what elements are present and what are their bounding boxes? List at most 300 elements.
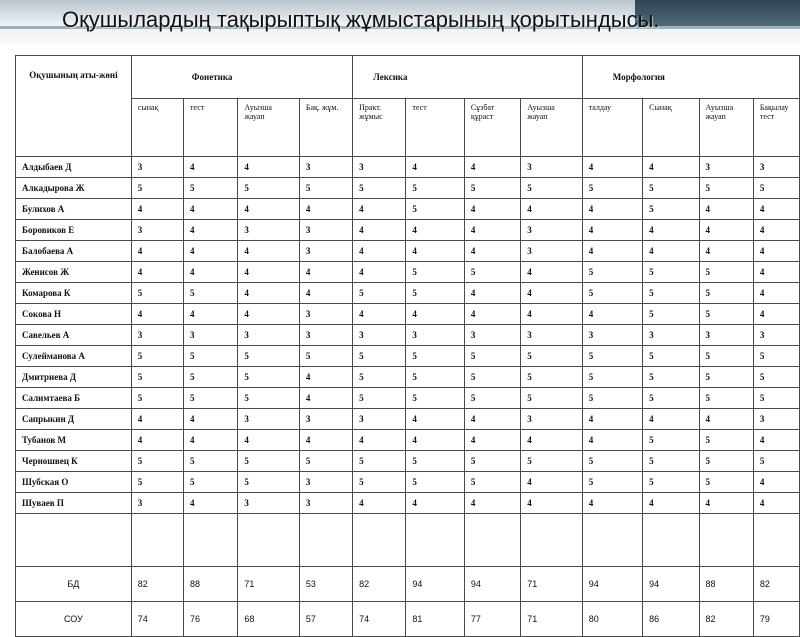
grade-cell: 4 [299, 199, 352, 220]
grade-cell: 4 [464, 493, 520, 514]
grade-cell: 4 [464, 220, 520, 241]
grade-cell: 5 [131, 346, 183, 367]
grade-cell: 5 [464, 346, 520, 367]
grade-cell: 5 [353, 283, 406, 304]
summary-cell: 79 [753, 602, 799, 637]
grade-cell: 5 [699, 388, 753, 409]
grade-cell: 5 [184, 472, 238, 493]
grade-cell: 5 [643, 262, 699, 283]
grade-cell: 4 [582, 409, 642, 430]
grade-cell: 4 [184, 220, 238, 241]
summary-cell: 53 [299, 567, 352, 602]
student-row [16, 346, 800, 367]
student-name: Шуваев П [16, 493, 132, 514]
grade-cell: 5 [464, 262, 520, 283]
grades-table [15, 55, 800, 637]
grade-cell: 5 [643, 367, 699, 388]
empty-cell [753, 514, 799, 567]
student-row [16, 157, 800, 178]
grade-cell: 4 [699, 409, 753, 430]
grade-cell: 5 [238, 451, 299, 472]
grade-cell: 5 [406, 262, 464, 283]
grade-cell: 5 [299, 346, 352, 367]
group-header-row [16, 56, 800, 99]
grade-cell: 5 [582, 472, 642, 493]
student-name: Алдыбаев Д [16, 157, 132, 178]
grade-cell: 3 [521, 409, 583, 430]
group-header-2: Морфология [582, 56, 799, 99]
subject-header: тест [184, 99, 238, 157]
grade-cell: 5 [699, 346, 753, 367]
grade-cell: 5 [643, 304, 699, 325]
subject-header: талдау [582, 99, 642, 157]
grade-cell: 3 [184, 325, 238, 346]
subject-header: Бақ. жұм. [299, 99, 352, 157]
student-name: Булихов А [16, 199, 132, 220]
grade-cell: 4 [753, 472, 799, 493]
student-row [16, 430, 800, 451]
grade-cell: 3 [299, 409, 352, 430]
grade-cell: 4 [464, 157, 520, 178]
grade-cell: 5 [753, 367, 799, 388]
subject-header: Практ. жұмыс [353, 99, 406, 157]
grade-cell: 5 [353, 367, 406, 388]
empty-cell [464, 514, 520, 567]
grade-cell: 4 [131, 430, 183, 451]
spacer-row [16, 514, 800, 567]
grade-cell: 3 [299, 304, 352, 325]
grade-cell: 4 [582, 241, 642, 262]
grade-cell: 4 [699, 199, 753, 220]
grade-cell: 4 [238, 199, 299, 220]
empty-cell [582, 514, 642, 567]
grade-cell: 5 [753, 346, 799, 367]
student-row [16, 451, 800, 472]
grade-cell: 4 [353, 199, 406, 220]
grade-cell: 5 [131, 388, 183, 409]
empty-cell [131, 514, 183, 567]
grade-cell: 5 [299, 451, 352, 472]
summary-cell: 82 [699, 602, 753, 637]
empty-cell [299, 514, 352, 567]
grade-cell: 5 [643, 451, 699, 472]
student-name: Сулейманова А [16, 346, 132, 367]
grade-cell: 5 [464, 178, 520, 199]
grade-cell: 4 [582, 493, 642, 514]
grade-cell: 4 [238, 304, 299, 325]
grade-cell: 4 [582, 199, 642, 220]
subject-header: Бақылау тест [753, 99, 799, 157]
summary-cell: 71 [521, 602, 583, 637]
student-name: Савельев А [16, 325, 132, 346]
grade-cell: 3 [753, 325, 799, 346]
grade-cell: 4 [521, 430, 583, 451]
grade-cell: 4 [353, 220, 406, 241]
grade-cell: 3 [521, 220, 583, 241]
grade-cell: 4 [753, 493, 799, 514]
subject-header-row [16, 99, 800, 157]
grade-cell: 3 [131, 325, 183, 346]
grade-cell: 5 [699, 304, 753, 325]
grade-cell: 5 [353, 388, 406, 409]
summary-cell: 68 [238, 602, 299, 637]
grade-cell: 5 [582, 262, 642, 283]
grade-cell: 5 [582, 388, 642, 409]
grade-cell: 4 [353, 262, 406, 283]
student-row [16, 388, 800, 409]
grade-cell: 4 [521, 283, 583, 304]
grade-cell: 4 [582, 157, 642, 178]
grade-cell: 5 [699, 367, 753, 388]
student-row [16, 199, 800, 220]
group-header-1: Лексика [353, 56, 583, 99]
grade-cell: 4 [643, 220, 699, 241]
summary-cell: 94 [406, 567, 464, 602]
grade-cell: 4 [299, 283, 352, 304]
grade-cell: 4 [184, 199, 238, 220]
grade-cell: 5 [699, 178, 753, 199]
grade-cell: 4 [131, 409, 183, 430]
grade-cell: 5 [699, 430, 753, 451]
student-row [16, 409, 800, 430]
student-row [16, 241, 800, 262]
grade-cell: 5 [406, 388, 464, 409]
grade-cell: 4 [353, 430, 406, 451]
name-column-header: Оқушының аты-жөні [16, 56, 132, 157]
grade-cell: 4 [521, 493, 583, 514]
grade-cell: 5 [353, 178, 406, 199]
grade-cell: 4 [131, 241, 183, 262]
grade-cell: 4 [184, 241, 238, 262]
grade-cell: 4 [699, 220, 753, 241]
summary-cell: 88 [699, 567, 753, 602]
empty-cell [406, 514, 464, 567]
grade-cell: 3 [238, 493, 299, 514]
grade-cell: 4 [753, 304, 799, 325]
grade-cell: 4 [184, 262, 238, 283]
grade-cell: 4 [582, 304, 642, 325]
grade-cell: 3 [521, 325, 583, 346]
grade-cell: 5 [521, 178, 583, 199]
grade-cell: 5 [582, 451, 642, 472]
grade-cell: 5 [184, 367, 238, 388]
grade-cell: 4 [699, 493, 753, 514]
grade-cell: 5 [184, 178, 238, 199]
grade-cell: 5 [184, 451, 238, 472]
grade-cell: 5 [238, 178, 299, 199]
grade-cell: 4 [699, 241, 753, 262]
grade-cell: 4 [643, 241, 699, 262]
grade-cell: 5 [406, 367, 464, 388]
summary-cell: 88 [184, 567, 238, 602]
grade-cell: 5 [238, 367, 299, 388]
summary-cell: 82 [131, 567, 183, 602]
summary-row [16, 602, 800, 637]
grade-cell: 4 [238, 430, 299, 451]
grade-cell: 3 [353, 325, 406, 346]
student-row [16, 178, 800, 199]
student-row [16, 472, 800, 493]
grade-cell: 4 [753, 241, 799, 262]
grade-cell: 3 [238, 220, 299, 241]
grade-cell: 5 [753, 178, 799, 199]
subject-header: Сұзбат құраст [464, 99, 520, 157]
grade-cell: 3 [299, 325, 352, 346]
student-name: Алкадырова Ж [16, 178, 132, 199]
grade-cell: 3 [131, 157, 183, 178]
grade-cell: 3 [699, 325, 753, 346]
subject-header: сынақ [131, 99, 183, 157]
grade-cell: 5 [643, 472, 699, 493]
student-row [16, 325, 800, 346]
grade-cell: 4 [582, 430, 642, 451]
grade-cell: 5 [131, 283, 183, 304]
grade-cell: 5 [184, 346, 238, 367]
grade-cell: 3 [299, 472, 352, 493]
empty-cell [521, 514, 583, 567]
grade-cell: 5 [521, 388, 583, 409]
summary-cell: 80 [582, 602, 642, 637]
grade-cell: 4 [238, 262, 299, 283]
student-row [16, 283, 800, 304]
grade-cell: 3 [464, 325, 520, 346]
subject-header: Ауызша жауап [699, 99, 753, 157]
empty-cell [238, 514, 299, 567]
grade-cell: 4 [184, 304, 238, 325]
grade-cell: 4 [131, 262, 183, 283]
grade-cell: 5 [582, 367, 642, 388]
grade-cell: 5 [643, 388, 699, 409]
grade-cell: 4 [406, 241, 464, 262]
grade-cell: 5 [521, 367, 583, 388]
grade-cell: 4 [753, 220, 799, 241]
grade-cell: 5 [184, 283, 238, 304]
summary-cell: 77 [464, 602, 520, 637]
grade-cell: 5 [582, 283, 642, 304]
grade-cell: 4 [464, 430, 520, 451]
student-row [16, 367, 800, 388]
grade-cell: 4 [464, 409, 520, 430]
grade-cell: 4 [464, 304, 520, 325]
grade-cell: 4 [353, 304, 406, 325]
grade-cell: 5 [464, 451, 520, 472]
grade-cell: 5 [643, 178, 699, 199]
grade-cell: 4 [521, 199, 583, 220]
grade-cell: 3 [353, 409, 406, 430]
grade-cell: 3 [521, 157, 583, 178]
grade-cell: 3 [699, 157, 753, 178]
grade-cell: 5 [464, 388, 520, 409]
summary-cell: 94 [582, 567, 642, 602]
student-name: Шубская О [16, 472, 132, 493]
grade-cell: 5 [406, 283, 464, 304]
subject-header: Ауызша жауап [521, 99, 583, 157]
student-name: Боровиков Е [16, 220, 132, 241]
grade-cell: 4 [238, 157, 299, 178]
grade-cell: 4 [299, 262, 352, 283]
grade-cell: 5 [582, 178, 642, 199]
grade-cell: 5 [643, 346, 699, 367]
grade-cell: 4 [406, 304, 464, 325]
summary-cell: 76 [184, 602, 238, 637]
grade-cell: 5 [699, 262, 753, 283]
grade-cell: 5 [643, 199, 699, 220]
student-name: Тубанов М [16, 430, 132, 451]
student-row [16, 262, 800, 283]
grade-cell: 3 [131, 493, 183, 514]
summary-cell: 71 [238, 567, 299, 602]
grade-cell: 4 [131, 304, 183, 325]
grade-cell: 5 [406, 451, 464, 472]
grade-cell: 5 [699, 451, 753, 472]
grade-cell: 4 [406, 157, 464, 178]
grade-cell: 4 [238, 283, 299, 304]
grade-cell: 4 [643, 493, 699, 514]
grade-cell: 5 [131, 451, 183, 472]
subject-header: тест [406, 99, 464, 157]
summary-label: СОУ [16, 602, 132, 637]
page-title: Оқушылардың тақырыптық жұмыстарының қорытындысы. [62, 7, 660, 32]
grade-cell: 5 [353, 472, 406, 493]
grade-cell: 4 [184, 157, 238, 178]
grade-cell: 3 [521, 241, 583, 262]
grade-cell: 3 [582, 325, 642, 346]
grade-cell: 3 [406, 325, 464, 346]
grade-cell: 5 [406, 472, 464, 493]
grade-cell: 5 [406, 199, 464, 220]
grade-cell: 4 [753, 283, 799, 304]
grade-cell: 4 [299, 367, 352, 388]
grade-cell: 4 [353, 493, 406, 514]
summary-cell: 74 [131, 602, 183, 637]
grade-cell: 5 [699, 472, 753, 493]
grade-cell: 5 [643, 430, 699, 451]
grade-cell: 3 [753, 157, 799, 178]
student-row [16, 304, 800, 325]
grade-cell: 4 [406, 430, 464, 451]
grade-cell: 3 [238, 409, 299, 430]
empty-cell [353, 514, 406, 567]
summary-cell: 71 [521, 567, 583, 602]
grade-cell: 4 [184, 409, 238, 430]
student-row [16, 493, 800, 514]
student-name: Черношвец К [16, 451, 132, 472]
grade-cell: 5 [299, 178, 352, 199]
summary-cell: 94 [643, 567, 699, 602]
grade-cell: 4 [753, 262, 799, 283]
empty-cell [643, 514, 699, 567]
grade-cell: 4 [753, 430, 799, 451]
grade-cell: 4 [238, 241, 299, 262]
grade-cell: 5 [131, 472, 183, 493]
grade-cell: 5 [699, 283, 753, 304]
summary-label: БД [16, 567, 132, 602]
grade-cell: 5 [406, 178, 464, 199]
summary-row [16, 567, 800, 602]
grade-cell: 5 [353, 346, 406, 367]
grade-cell: 5 [131, 178, 183, 199]
student-name: Сокова Н [16, 304, 132, 325]
grade-cell: 4 [464, 283, 520, 304]
grade-cell: 4 [184, 493, 238, 514]
summary-cell: 94 [464, 567, 520, 602]
student-row [16, 220, 800, 241]
grade-cell: 3 [299, 493, 352, 514]
student-name: Дмитриева Д [16, 367, 132, 388]
grade-cell: 4 [406, 493, 464, 514]
empty-cell [699, 514, 753, 567]
empty-cell [184, 514, 238, 567]
grade-cell: 3 [353, 157, 406, 178]
grade-cell: 4 [643, 157, 699, 178]
grade-cell: 5 [521, 451, 583, 472]
grade-cell: 5 [238, 472, 299, 493]
grade-cell: 4 [353, 241, 406, 262]
summary-cell: 82 [353, 567, 406, 602]
grade-cell: 5 [464, 472, 520, 493]
student-name: Балобаева А [16, 241, 132, 262]
grade-cell: 4 [582, 220, 642, 241]
grade-cell: 4 [131, 199, 183, 220]
student-name: Женисов Ж [16, 262, 132, 283]
grade-cell: 4 [464, 241, 520, 262]
grade-cell: 4 [464, 199, 520, 220]
grade-cell: 5 [353, 451, 406, 472]
grade-cell: 3 [131, 220, 183, 241]
group-header-0: Фонетика [131, 56, 352, 99]
grade-cell: 3 [299, 157, 352, 178]
grade-cell: 4 [521, 262, 583, 283]
grade-cell: 4 [299, 430, 352, 451]
summary-cell: 81 [406, 602, 464, 637]
summary-cell: 86 [643, 602, 699, 637]
grade-cell: 4 [521, 472, 583, 493]
grade-cell: 5 [643, 283, 699, 304]
student-name: Салимтаева Б [16, 388, 132, 409]
grade-cell: 3 [753, 409, 799, 430]
summary-cell: 74 [353, 602, 406, 637]
grade-cell: 4 [643, 409, 699, 430]
summary-cell: 82 [753, 567, 799, 602]
grade-cell: 4 [299, 388, 352, 409]
subject-header: Ауызша жауап [238, 99, 299, 157]
grade-cell: 5 [238, 388, 299, 409]
grade-cell: 5 [521, 346, 583, 367]
student-name: Комарова К [16, 283, 132, 304]
empty-cell [16, 514, 132, 567]
grade-cell: 3 [643, 325, 699, 346]
grade-cell: 4 [406, 409, 464, 430]
grade-cell: 4 [184, 430, 238, 451]
grade-cell: 4 [406, 220, 464, 241]
grade-cell: 4 [753, 199, 799, 220]
student-name: Сапрыкин Д [16, 409, 132, 430]
grade-cell: 5 [582, 346, 642, 367]
grade-cell: 3 [299, 241, 352, 262]
grade-cell: 5 [753, 451, 799, 472]
subject-header: Сынақ [643, 99, 699, 157]
grade-cell: 5 [753, 388, 799, 409]
grade-cell: 3 [238, 325, 299, 346]
grade-cell: 5 [406, 346, 464, 367]
grade-cell: 5 [131, 367, 183, 388]
summary-cell: 57 [299, 602, 352, 637]
grade-cell: 5 [464, 367, 520, 388]
grade-cell: 4 [521, 304, 583, 325]
grade-cell: 3 [299, 220, 352, 241]
grade-cell: 5 [238, 346, 299, 367]
grade-cell: 5 [184, 388, 238, 409]
